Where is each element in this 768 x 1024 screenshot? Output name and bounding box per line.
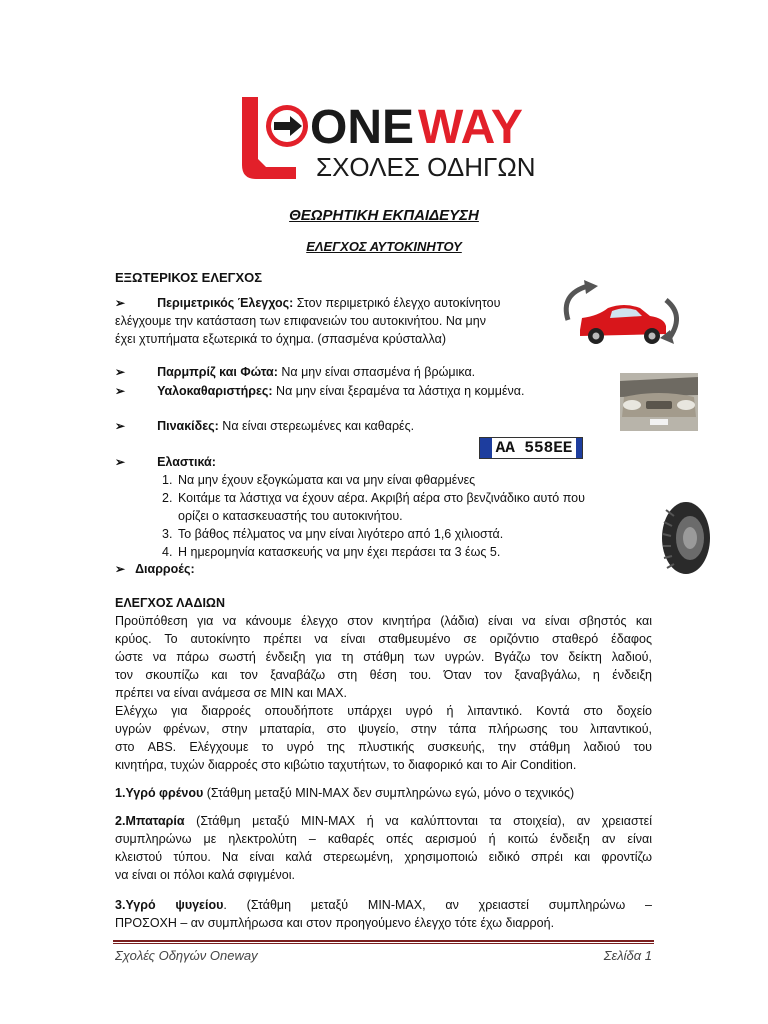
logo-text-one: ONE	[310, 101, 415, 154]
page-title: ΘΕΩΡΗΤΙΚΗ ΕΚΠΑΙΔΕΥΣΗ	[289, 207, 479, 224]
windshield-item	[115, 363, 475, 381]
oil-paragraph-2: Ελέγχω για διαρροές οπουδήποτε υπάρχει υγρό ή λιπαντικό. Κοντά στο δοχείο υγρών φρένων, στην μπαταρία, στο ψυγείο, στην τάπα πλήρωσης του λιπαντικού, στο ABS. Ελέγχουμε το υγρό της πλυστικής συσκευής, την στάθμη λαδιού του κινητήρα, τυχών διαρροές στο κιβώτιο ταχυτήτων, το διαφορικό και το Air Condition.	[115, 704, 652, 772]
logo-subtitle: ΣΧΟΛΕΣ ΟΔΗΓΩΝ	[316, 152, 536, 182]
plate-eu-strip	[480, 438, 492, 458]
bullet-arrow-icon: ➢	[115, 296, 126, 310]
bullet-arrow-icon: ➢	[115, 562, 126, 576]
plates-label: Πινακίδες:	[157, 419, 219, 433]
plate-number: AA 558EE	[495, 439, 573, 457]
list-item: 1. Να μην έχουν εξογκώματα και να μην είναι φθαρμένες	[162, 473, 476, 487]
footer-page-number: Σελίδα 1	[603, 948, 652, 963]
windshield-text: Να μην είναι σπασμένα ή βρώμικα.	[277, 365, 476, 379]
bullet-arrow-icon: ➢	[115, 365, 126, 379]
brake-fluid-label: Υγρό φρένου	[125, 786, 204, 800]
car-perimeter-illustration	[558, 280, 690, 350]
leaks-item	[115, 560, 195, 578]
tires-label: Ελαστικά:	[157, 455, 216, 469]
perimeter-text-line2: ελέγχουμε την κατάσταση των επιφανειών του αυτοκινήτου. Να μην	[115, 314, 486, 328]
oil-paragraph-1: Προϋπόθεση για να κάνουμε έλεγχο στον κινητήρα (λάδια) είναι να είναι σβηστός και κρύος. Το αυτοκίνητο πρέπει να είναι σταθμευμένο σε οριζόντιο σταθερό έδαφος ώστε να πάρω σωστή ένδειξη για τη στάθμη των υγρών. Βγάζω τον δείκτη λαδιού, τον σκουπίζω και τον ξαναβάζω στη θέση του. Όταν τον ξαναβγάλω, η ένδειξη πρέπει να είναι ανάμεσα σε MIN και MAX.	[115, 614, 652, 700]
radiator-label: Υγρό ψυγείου	[125, 898, 224, 912]
page-subtitle: ΕΛΕΓΧΟΣ ΑΥΤΟΚΙΝΗΤΟΥ	[306, 239, 462, 254]
bullet-arrow-icon: ➢	[115, 419, 126, 433]
list-item: 3. Το βάθος πέλματος να μην είναι λιγότερο από 1,6 χιλιοστά.	[162, 527, 504, 541]
bullet-arrow-icon: ➢	[115, 384, 126, 398]
battery-label: Μπαταρία	[125, 814, 185, 828]
license-plate-image	[479, 437, 583, 459]
logo-text-way: WAY	[418, 101, 523, 154]
tire-image	[660, 500, 712, 576]
list-item: 2. Κοιτάμε τα λάστιχα να έχουν αέρα. Ακριβή αέρα στο βενζινάδικο αυτό που	[162, 491, 585, 505]
list-item: 4. Η ημερομηνία κατασκευής να μην έχει περάσει τα 3 έως 5.	[162, 545, 501, 559]
oil-check-heading: ΕΛΕΓΧΟΣ ΛΑΔΙΩΝ	[115, 596, 225, 610]
wipers-text: Να μην είναι ξεραμένα τα λάστιχα η κομμένα.	[272, 384, 525, 398]
windshield-label: Παρμπρίζ και Φώτα:	[157, 365, 278, 379]
leaks-label: Διαρροές:	[135, 562, 195, 576]
tires-list	[162, 471, 662, 561]
radiator-item: 3.Υγρό ψυγείου. (Στάθμη μεταξύ MIN-MAX, αν χρειαστεί συμπληρώνω – ΠΡΟΣΟΧΗ – αν συμπλήρωσα και στον προηγούμενο έλεγχο τότε έχω διαρροή.	[115, 898, 652, 930]
battery-item: 2.Μπαταρία (Στάθμη μεταξύ MIN-MAX ή να καλύπτονται τα στοιχεία), αν χρειαστεί συμπληρώνω με ηλεκτρολύτη – καθαρές οπές αερισμού ή κοιτώ ένδειξη αν είναι κλειστού τύπου. Να είναι καλά στερεωμένη, χρησιμοποιώ ειδικό σπρέι και φροντίζω να είναι οι πόλοι καλά σφιγμένοι.	[115, 814, 652, 882]
wipers-label: Υαλοκαθαριστήρες:	[157, 384, 273, 398]
brake-fluid-item: 1.Υγρό φρένου (Στάθμη μεταξύ MIN-MAX δεν συμπληρώνω εγώ, μόνο ο τεχνικός)	[115, 786, 575, 800]
perimeter-label: Περιμετρικός Έλεγχος:	[157, 296, 294, 310]
footer-rule	[113, 940, 654, 944]
wipers-item	[115, 382, 524, 400]
perimeter-text-line3: έχει χτυπήματα εξωτερικά το όχημα. (σπασμένα κρύσταλλα)	[115, 332, 446, 346]
perimeter-text: Στον περιμετρικό έλεγχο αυτοκίνητου	[293, 296, 501, 310]
bullet-arrow-icon: ➢	[115, 455, 126, 469]
tires-item	[115, 453, 216, 471]
perimeter-check-item	[115, 294, 565, 348]
brake-fluid-text: (Στάθμη μεταξύ MIN-MAX δεν συμπληρώνω εγώ, μόνο ο τεχνικός)	[203, 786, 575, 800]
footer-school-name: Σχολές Οδηγών Oneway	[115, 948, 258, 963]
logo-graphic	[236, 93, 542, 183]
plates-item	[115, 417, 414, 435]
external-check-heading: ΕΞΩΤΕΡΙΚΟΣ ΕΛΕΓΧΟΣ	[115, 270, 263, 285]
plates-text: Να είναι στερεωμένες και καθαρές.	[218, 419, 415, 433]
car-front-photo	[620, 373, 698, 431]
company-logo	[236, 93, 542, 183]
list-item: ορίζει ο κατασκευαστής του αυτοκινήτου.	[178, 509, 403, 523]
